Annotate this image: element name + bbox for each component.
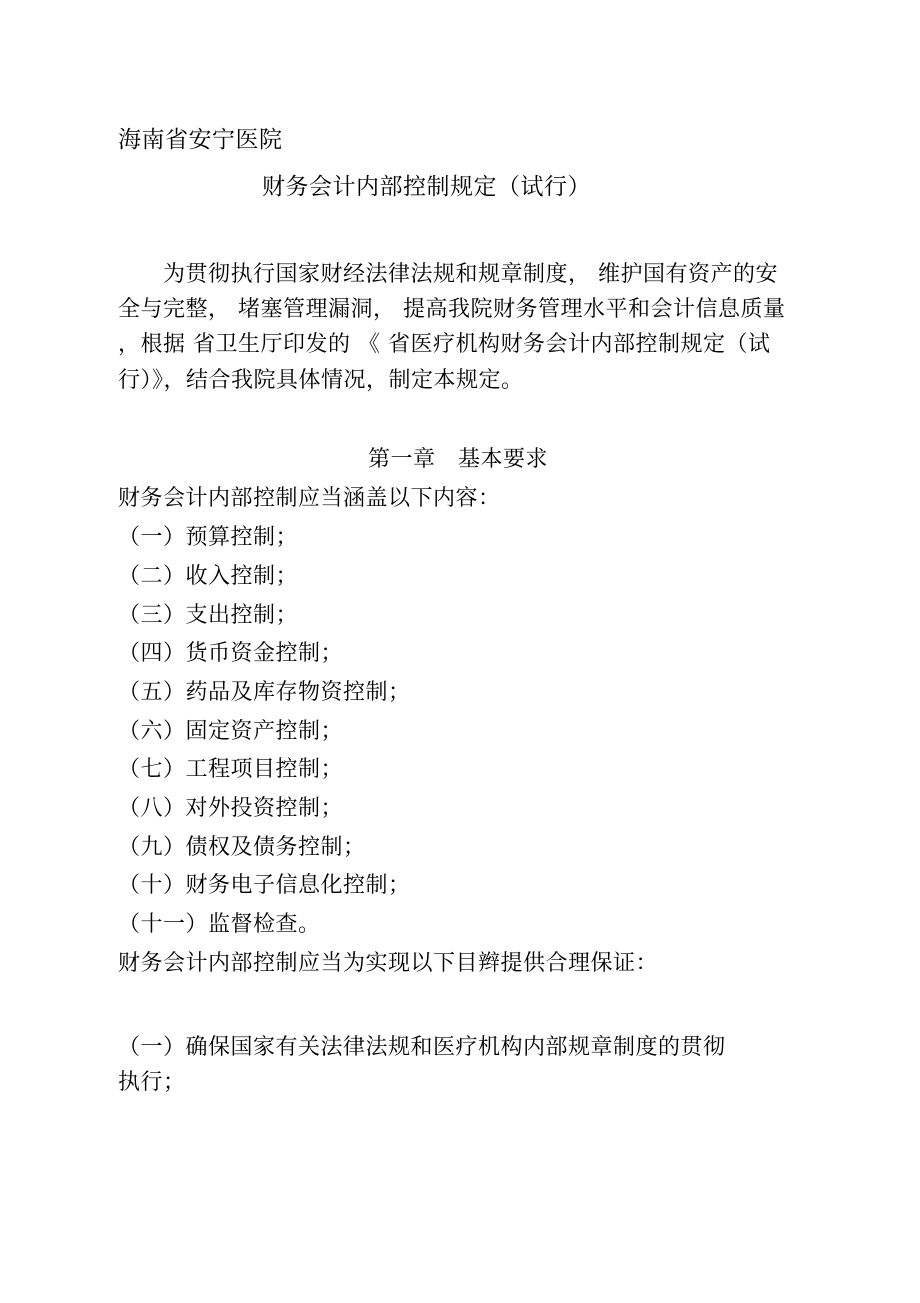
scope-item: （四）货币资金控制； xyxy=(118,641,344,666)
scope-item: （七）工程项目控制； xyxy=(118,757,344,782)
intro-line-4: 行）》，结合我院具体情况，制定本规定。 xyxy=(118,368,524,393)
intro-line-3: ，根据 省卫生厅印发的 《 省医疗机构财务会计内部控制规定（试 xyxy=(118,332,771,357)
scope-item: （十）财务电子信息化控制； xyxy=(118,873,411,898)
goal-lead: 财务会计内部控制应当为实现以下目辫提供合理保证： xyxy=(118,951,659,976)
scope-item: （八）对外投资控制； xyxy=(118,796,344,821)
intro-line-2: 全与完整， 堵塞管理漏洞， 提高我院财务管理水平和会计信息质量 xyxy=(118,297,786,322)
scope-item: （六）固定资产控制； xyxy=(118,719,344,744)
goal-item-line-2: 执行； xyxy=(118,1070,186,1095)
hospital-name: 海南省安宁医院 xyxy=(118,127,283,153)
scope-item: （三）支出控制； xyxy=(118,603,299,628)
scope-item: （五）药品及库存物资控制； xyxy=(118,680,411,705)
scope-item: （九）债权及债务控制； xyxy=(118,835,366,860)
document-title: 财务会计内部控制规定（试行） xyxy=(262,174,591,200)
goal-item-line-1: （一）确保国家有关法律法规和医疗机构内部规章制度的贯彻 xyxy=(118,1035,726,1060)
scope-item: （二）收入控制； xyxy=(118,564,299,589)
chapter-heading: 第一章 基本要求 xyxy=(368,447,549,472)
scope-lead: 财务会计内部控制应当涵盖以下内容： xyxy=(118,486,501,511)
scope-item: （十一）监督检查。 xyxy=(118,912,321,937)
scope-item: （一）预算控制； xyxy=(118,525,299,550)
intro-line-1: 为贯彻执行国家财经法律法规和规章制度， 维护国有资产的安 xyxy=(118,262,778,287)
